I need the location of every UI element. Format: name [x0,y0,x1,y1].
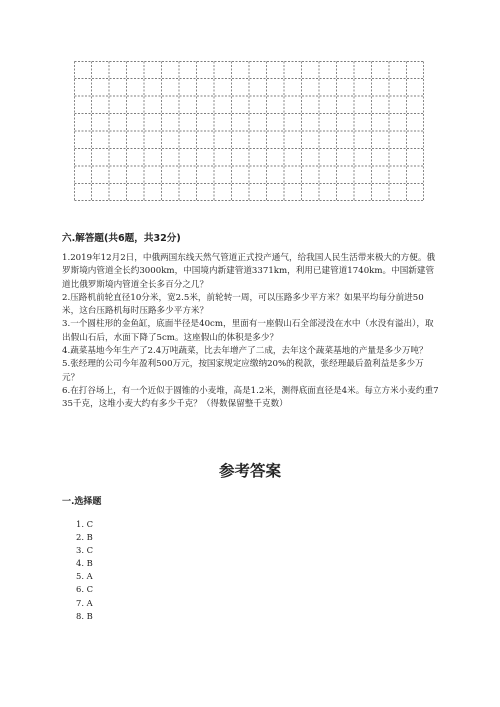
section-title: 六.解答题(共6题，共32分) [62,233,181,244]
answer-list [76,518,93,623]
answer-item: 7. A [76,597,93,608]
answer-item: 2. B [76,532,93,543]
answer-item: 4. B [76,558,93,569]
problem-item: 2.压路机前轮直径10分米，宽2.5米，前轮转一周，可以压路多少平方米？如果平均每分前进50米，这台压路机每时压路多少平方米？ [62,292,424,317]
answer-item: 3. C [76,545,94,556]
problem-item: 6.在打谷场上，有一个近似于圆锥的小麦堆，高是1.2米，测得底面直径是4米。每立方米小麦约重735千克，这堆小麦大约有多少千克？（得数保留整千克数） [62,385,439,410]
answer-item: 8. B [76,610,93,621]
answer-item: 1. C [76,519,94,529]
problem-item: 5.张经理的公司今年盈利500万元，按国家规定应缴纳20%的税款，张经理最后盈利益是多少万元？ [62,359,424,383]
problem-item: 1.2019年12月2日，中俄两国东线天然气管道正式投产通气，给我国人民生活带来极大的方便。俄罗斯境内管道全长约3000km，中国境内新建管道3371km，利用已建管道1740km。中国新建管道比俄罗斯境内管道全长多百分之几？ [62,253,436,290]
problem-item: 3.一个圆柱形的金鱼缸，底面半径是40cm，里面有一座假山石全部浸没在水中（水没有溢出），取出假山石后，水面下降了5cm。这座假山的体积是多少？ [62,319,434,343]
problem-item: 4.蔬菜基地今年生产了2.4万吨蔬菜，比去年增产了二成，去年这个蔬菜基地的产量是多少万吨？ [62,346,428,357]
answer-section-title: 一.选择题 [62,497,102,507]
answer-title: 参考答案 [218,461,281,480]
answer-item: 6. C [76,584,94,595]
answer-item: 5. A [76,571,93,582]
writing-grid [74,61,424,201]
problem-list [62,252,440,412]
